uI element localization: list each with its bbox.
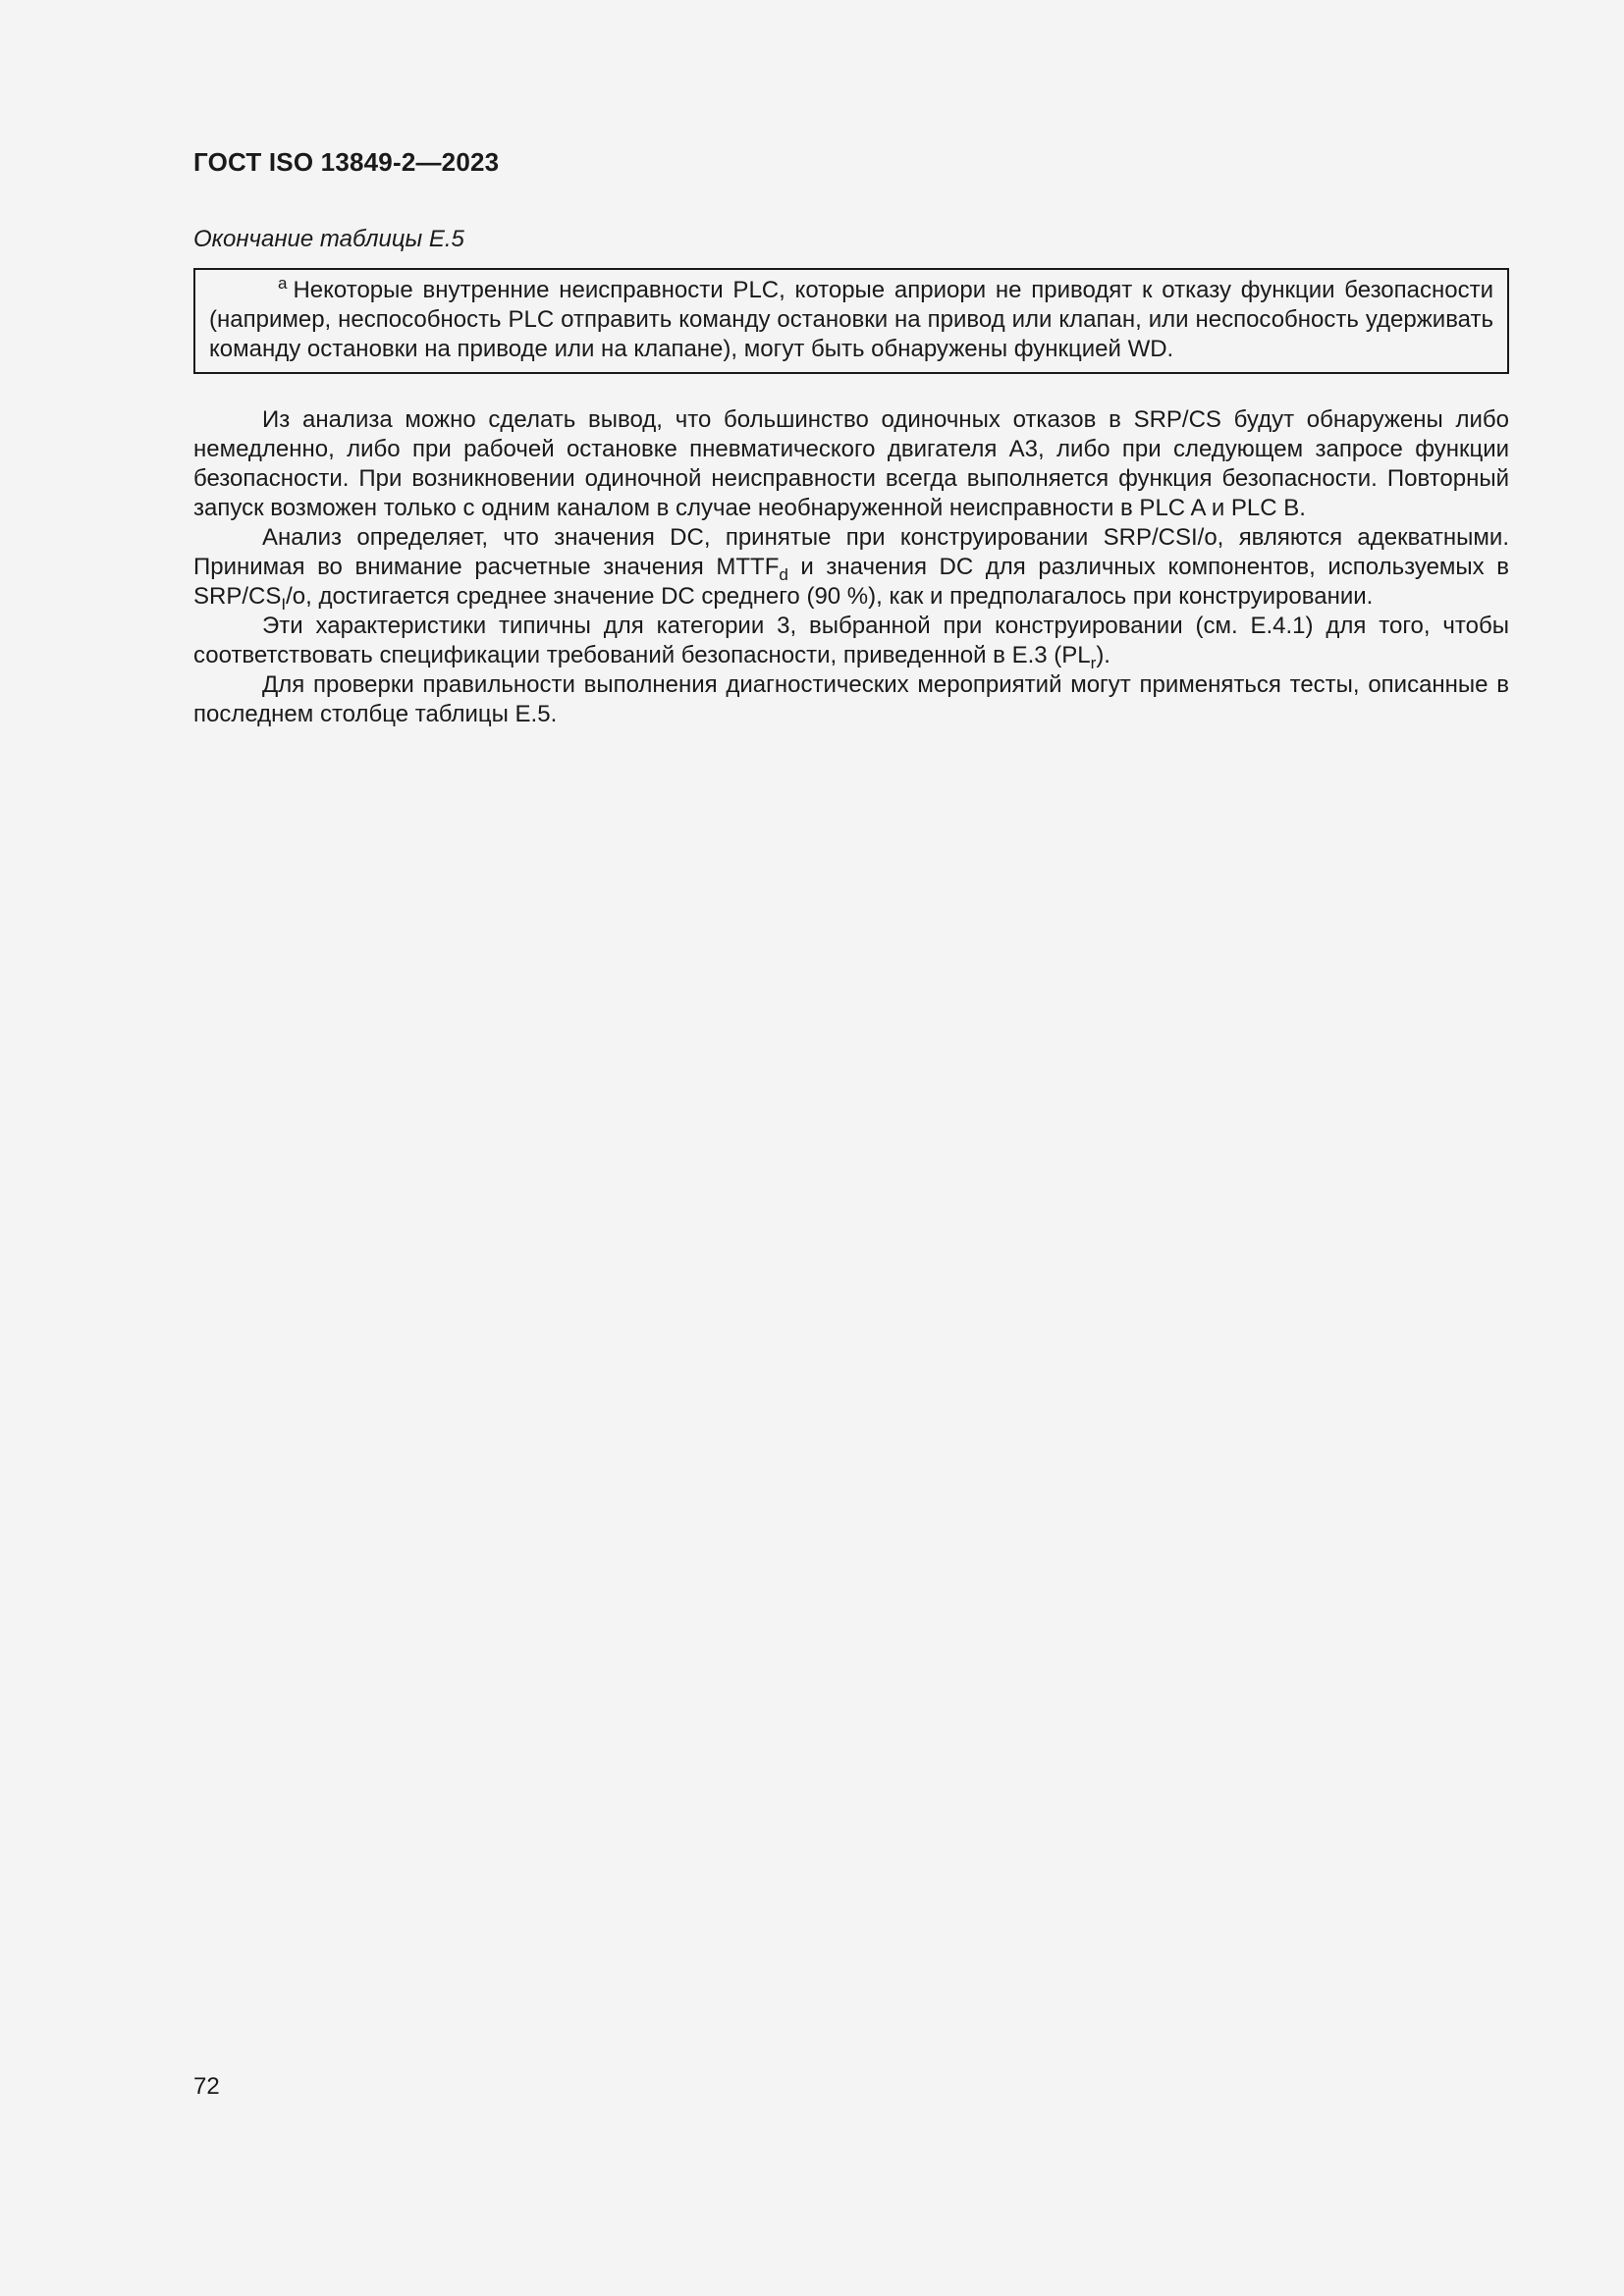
paragraph-dc-analysis-text-2: и значения DC для различных компонентов, используемых в SRP/CS	[193, 554, 1509, 610]
standard-code-header: ГОСТ ISO 13849-2—2023	[193, 147, 500, 177]
paragraph-dc-analysis	[193, 523, 1509, 612]
mttf-subscript: d	[779, 565, 788, 584]
paragraph-dc-analysis-text-3: /o, достигается среднее значение DC среднего (90 %), как и предполагалось при конструировании.	[286, 583, 1374, 610]
paragraph-category-3-text-2: ).	[1096, 642, 1110, 668]
paragraph-analysis-conclusion: Из анализа можно сделать вывод, что большинство одиночных отказов в SRP/CS будут обнаружены либо немедленно, либо при рабочей остановке пневматического двигателя А3, либо при следующем запросе функции безопасности. При возникновении одиночной неисправности всегда выполняется функция безопасности. Повторный запуск возможен только с одним каналом в случае необнаруженной неисправности в PLC A и PLC B.	[193, 406, 1509, 521]
page-number: 72	[193, 2073, 220, 2100]
body-text	[193, 405, 1509, 729]
paragraph-diagnostic-tests: Для проверки правильности выполнения диагностических мероприятий могут применяться тесты, описанные в последнем столбце таблицы Е.5.	[193, 671, 1509, 727]
table-caption: Окончание таблицы Е.5	[193, 226, 464, 252]
footnote-line	[209, 276, 1493, 364]
table-footnote-box	[193, 268, 1509, 374]
paragraph-dc-analysis-text-1: Анализ определяет, что значения DC, принятые при конструировании SRP/CSI/o, являются адекватными. Принимая во внимание расчетные значения MTTF	[193, 524, 1509, 580]
paragraph-category-3	[193, 612, 1509, 670]
footnote-text: Некоторые внутренние неисправности PLC, которые априори не приводят к отказу функции безопасности (например, неспособность PLC отправить команду остановки на привод или клапан, или неспособность удерживать команду остановки на приводе или на клапане), могут быть обнаружены функцией WD.	[209, 277, 1493, 362]
paragraph-category-3-text-1: Эти характеристики типичны для категории 3, выбранной при конструировании (см. Е.4.1) для того, чтобы соответствовать спецификации требований безопасности, приведенной в Е.3 (PL	[193, 613, 1509, 668]
pl-subscript: r	[1090, 654, 1097, 672]
srpcs-subscript: I	[281, 595, 287, 614]
footnote-mark: a	[278, 274, 288, 293]
